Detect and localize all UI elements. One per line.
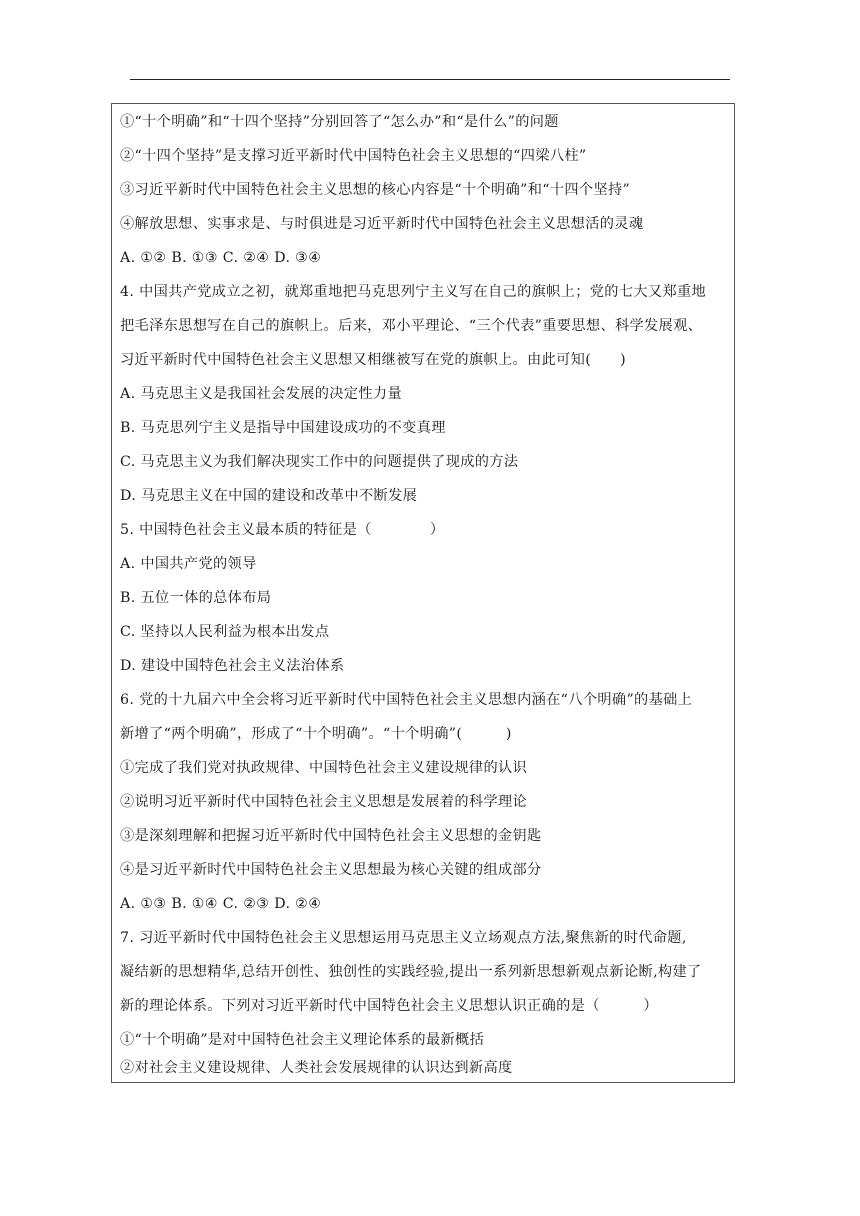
answer-choice: A. 中国共产党的领导 xyxy=(120,556,257,572)
question-6-stem: 6. 党的十九届六中全会将习近平新时代中国特色社会主义思想内涵在“八个明确”的基础上 xyxy=(120,692,693,708)
option-line: ④是习近平新时代中国特色社会主义思想最为核心关键的组成部分 xyxy=(120,862,542,878)
answer-choice: B. 马克思列宁主义是指导中国建设成功的不变真理 xyxy=(120,420,446,436)
question-box xyxy=(111,103,735,1083)
answer-choice: C. 坚持以人民利益为根本出发点 xyxy=(120,624,330,640)
option-line: ③是深刻理解和把握习近平新时代中国特色社会主义思想的金钥匙 xyxy=(120,828,542,844)
option-line: ③习近平新时代中国特色社会主义思想的核心内容是“十个明确”和“十四个坚持” xyxy=(120,182,631,198)
answer-choice: B. 五位一体的总体布局 xyxy=(120,590,272,606)
header-rule xyxy=(130,79,730,80)
answer-choice: C. 马克思主义为我们解决现实工作中的问题提供了现成的方法 xyxy=(120,454,519,470)
option-line: ②“十四个坚持”是支撑习近平新时代中国特色社会主义思想的“四梁八柱” xyxy=(120,148,587,164)
question-5-stem: 5. 中国特色社会主义最本质的特征是（ ） xyxy=(120,522,445,538)
question-4-stem: 习近平新时代中国特色社会主义思想又相继被写在党的旗帜上。由此可知( ) xyxy=(120,352,627,368)
option-line: ①“十个明确”和“十四个坚持”分别回答了“怎么办”和“是什么”的问题 xyxy=(120,114,559,130)
option-line: ④解放思想、实事求是、与时俱进是习近平新时代中国特色社会主义思想活的灵魂 xyxy=(120,216,644,232)
answer-choice: A. 马克思主义是我国社会发展的决定性力量 xyxy=(120,386,402,402)
option-line: ①完成了我们党对执政规律、中国特色社会主义建设规律的认识 xyxy=(120,760,528,776)
question-7-stem: 7. 习近平新时代中国特色社会主义思想运用马克思主义立场观点方法,聚焦新的时代命题, xyxy=(120,930,687,946)
option-line: ①“十个明确”是对中国特色社会主义理论体系的最新概括 xyxy=(120,1032,485,1048)
question-4-stem: 4. 中国共产党成立之初，就郑重地把马克思列宁主义写在自己的旗帜上；党的七大又郑重地 xyxy=(120,284,707,300)
answer-choice: D. 马克思主义在中国的建设和改革中不断发展 xyxy=(120,488,418,504)
question-4-stem: 把毛泽东思想写在自己的旗帜上。后来，邓小平理论、“三个代表”重要思想、科学发展观、 xyxy=(120,318,703,334)
answer-choice: D. 建设中国特色社会主义法治体系 xyxy=(120,658,345,674)
answer-choices: A. ①② B. ①③ C. ②④ D. ③④ xyxy=(120,250,322,266)
answer-choices: A. ①③ B. ①④ C. ②③ D. ②④ xyxy=(120,896,322,912)
question-7-stem: 新的理论体系。下列对习近平新时代中国特色社会主义思想认识正确的是（ ） xyxy=(120,998,658,1014)
option-line: ②对社会主义建设规律、人类社会发展规律的认识达到新高度 xyxy=(120,1060,513,1076)
question-6-stem: 新增了“两个明确”，形成了“十个明确”。“十个明确”( ) xyxy=(120,726,512,742)
option-line: ②说明习近平新时代中国特色社会主义思想是发展着的科学理论 xyxy=(120,794,528,810)
question-7-stem: 凝结新的思想精华,总结开创性、独创性的实践经验,提出一系列新思想新观点新论断,构建了 xyxy=(120,964,702,980)
